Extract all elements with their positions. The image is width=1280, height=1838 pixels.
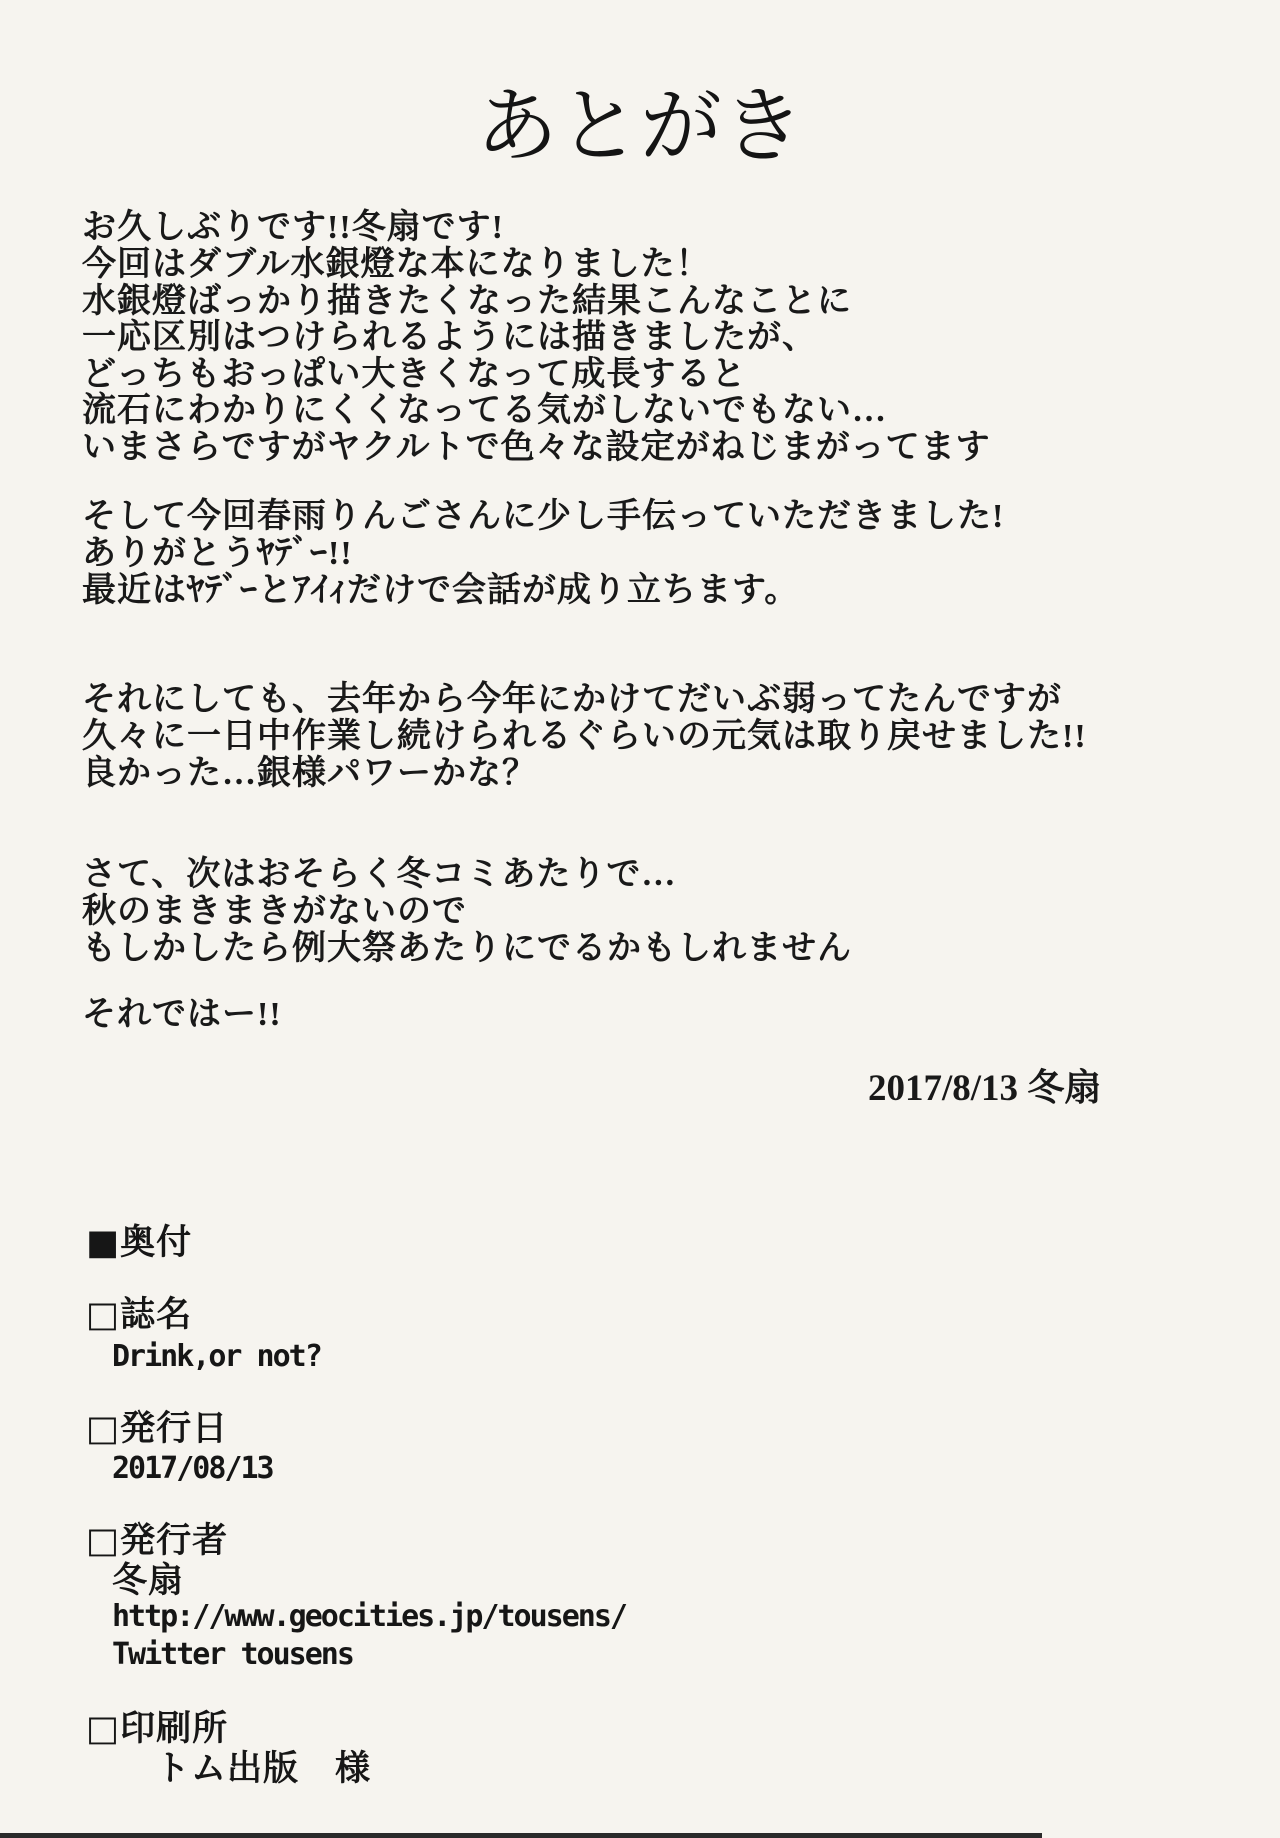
afterword-line: そして今回春雨りんごさんに少し手伝っていただきました! bbox=[82, 498, 1005, 535]
colophon-label-publisher: □発行者 bbox=[86, 1521, 229, 1561]
afterword-line: 久々に一日中作業し続けられるぐらいの元気は取り戻せました!! bbox=[82, 718, 1087, 755]
afterword-line: 秋のまきまきがないので bbox=[82, 893, 467, 930]
afterword-line: さて、次はおそらく冬コミあたりで… bbox=[82, 856, 677, 893]
afterword-line: お久しぶりです!!冬扇です! bbox=[82, 209, 504, 246]
signoff-date: 2017/8/13 冬扇 bbox=[868, 1068, 1102, 1109]
afterword-line: 最近はﾔﾃﾞｰとｱｲｨだけで会話が成り立ちます。 bbox=[82, 572, 800, 609]
afterword-line: どっちもおっぱい大きくなって成長すると bbox=[82, 356, 747, 393]
colophon-label-title: □誌名 bbox=[86, 1295, 193, 1335]
afterword-line: いまさらですがヤクルトで色々な設定がねじまがってます bbox=[82, 429, 991, 466]
page-title: あとがき bbox=[475, 79, 804, 174]
afterword-line: もしかしたら例大祭あたりにでるかもしれません bbox=[82, 930, 852, 967]
afterword-line: ありがとうﾔﾃﾞｰ!! bbox=[82, 535, 353, 572]
printer-name-text: トム出版 様 bbox=[155, 1749, 372, 1789]
afterword-line: 一応区別はつけられるようには描きましたが、 bbox=[82, 319, 817, 356]
publisher-url-text: http://www.geocities.jp/tousens/ bbox=[112, 1599, 626, 1634]
afterword-line: 良かった…銀様パワーかな？ bbox=[82, 755, 537, 792]
colophon-label-pubdate: □発行日 bbox=[86, 1409, 229, 1449]
afterword-line: 流石にわかりにくくなってる気がしないでもない… bbox=[82, 392, 887, 429]
colophon-heading: ■奥付 bbox=[86, 1223, 193, 1263]
afterword-line: 今回はダブル水銀燈な本になりました！ bbox=[82, 246, 711, 283]
scan-edge-artifact bbox=[0, 1833, 1042, 1838]
afterword-closing-line: それではー!! bbox=[82, 996, 282, 1033]
publisher-twitter-text: Twitter tousens bbox=[112, 1637, 353, 1672]
publication-date-text: 2017/08/13 bbox=[112, 1451, 273, 1486]
afterword-line: それにしても、去年から今年にかけてだいぶ弱ってたんですが bbox=[82, 681, 1062, 718]
afterword-line: 水銀燈ばっかり描きたくなった結果こんなことに bbox=[82, 283, 852, 320]
publisher-name-text: 冬扇 bbox=[112, 1561, 185, 1601]
book-title-text: Drink,or not? bbox=[112, 1339, 321, 1374]
colophon-label-printer: □印刷所 bbox=[86, 1709, 229, 1749]
